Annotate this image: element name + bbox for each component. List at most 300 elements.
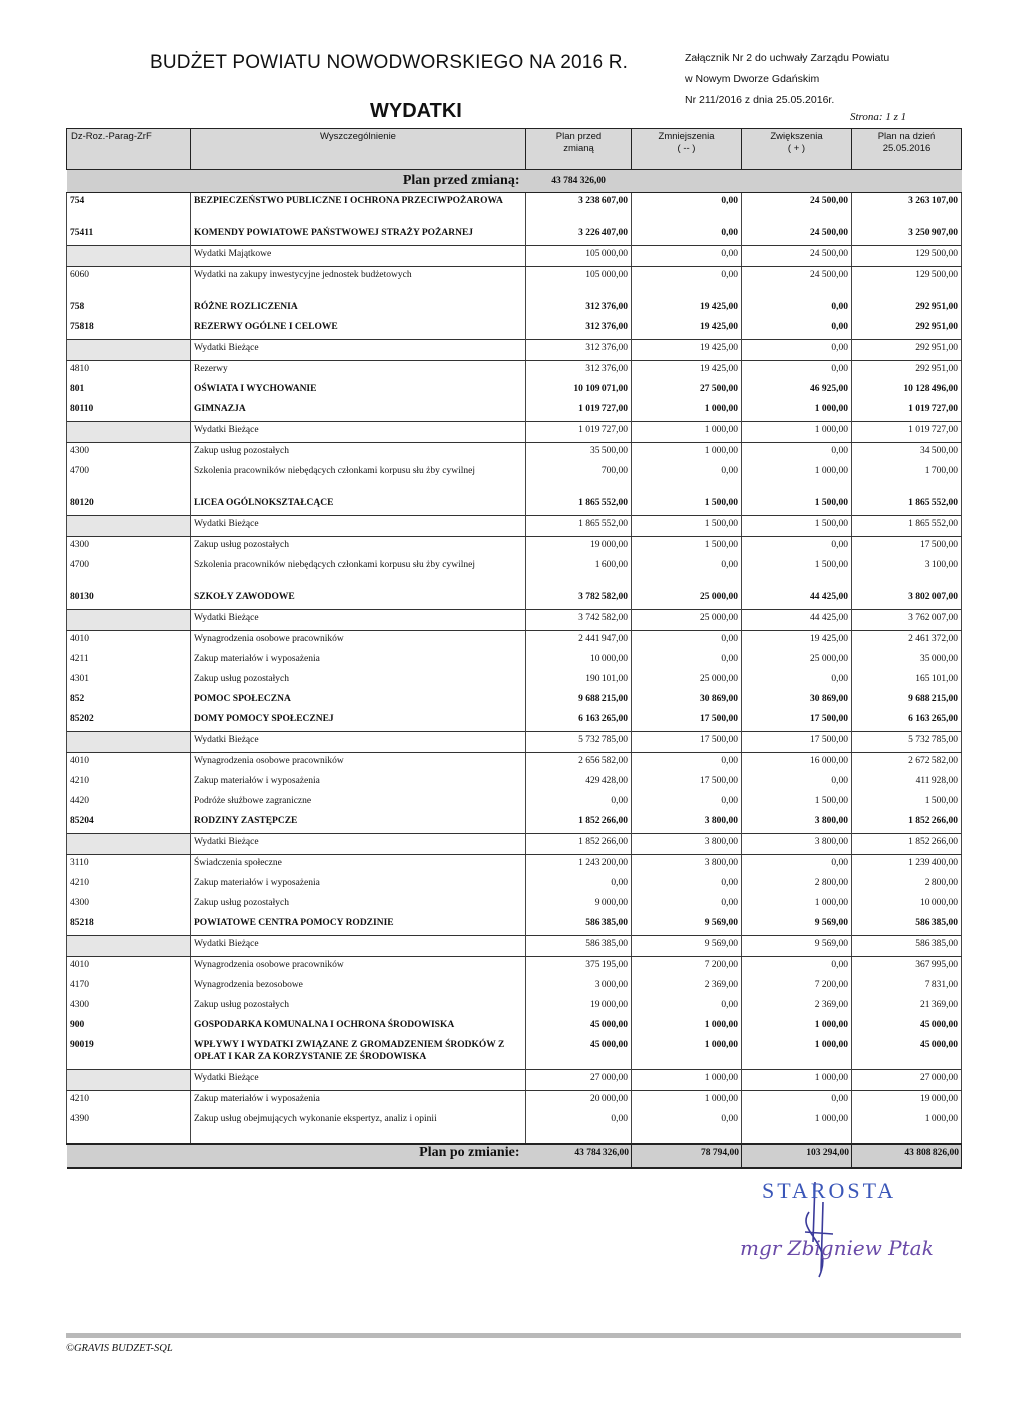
- row-description: RODZINY ZASTĘPCZE: [191, 813, 526, 834]
- table-row: [67, 443, 962, 464]
- row-minus-value: 19 425,00: [632, 361, 742, 382]
- stamp-signer: mgr Zbigniew Ptak: [740, 1236, 934, 1260]
- table-row: [67, 495, 962, 516]
- row-code: 80110: [67, 401, 191, 422]
- row-plus-value: 1 000,00: [742, 895, 852, 915]
- row-description: Zakup usług pozostałych: [191, 671, 526, 691]
- row-plus-value: 46 925,00: [742, 381, 852, 401]
- row-after-value: 1 865 552,00: [852, 495, 962, 516]
- row-minus-value: 3 800,00: [632, 813, 742, 834]
- row-description: Zakup materiałów i wyposażenia: [191, 773, 526, 793]
- row-plan-value: 0,00: [526, 1111, 632, 1144]
- row-code: 4810: [67, 361, 191, 382]
- row-description: BEZPIECZEŃSTWO PUBLICZNE I OCHRONA PRZECIWPOŻAROWA: [191, 193, 526, 226]
- row-plan-value: 45 000,00: [526, 1017, 632, 1037]
- table-row: [67, 381, 962, 401]
- row-minus-value: 1 000,00: [632, 422, 742, 443]
- row-plus-value: 3 800,00: [742, 813, 852, 834]
- row-minus-value: 0,00: [632, 267, 742, 300]
- row-plan-value: 27 000,00: [526, 1070, 632, 1091]
- row-after-value: 1 000,00: [852, 1111, 962, 1144]
- row-after-value: 367 995,00: [852, 957, 962, 978]
- row-description: LICEA OGÓLNOKSZTAŁCĄCE: [191, 495, 526, 516]
- row-plus-value: 30 869,00: [742, 691, 852, 711]
- row-after-value: 129 500,00: [852, 246, 962, 267]
- plan-after-row: [67, 1144, 962, 1168]
- column-header-row: [67, 129, 962, 170]
- row-plan-value: 105 000,00: [526, 267, 632, 300]
- row-code: 4300: [67, 997, 191, 1017]
- row-plus-value: 1 000,00: [742, 422, 852, 443]
- row-after-value: 27 000,00: [852, 1070, 962, 1091]
- row-plan-value: 19 000,00: [526, 537, 632, 558]
- row-plan-value: 700,00: [526, 463, 632, 495]
- row-minus-value: 9 569,00: [632, 936, 742, 957]
- row-description: Zakup usług obejmujących wykonanie ekspertyz, analiz i opinii: [191, 1111, 526, 1144]
- row-minus-value: 3 800,00: [632, 855, 742, 876]
- row-code: [67, 610, 191, 631]
- row-plan-value: 1 019 727,00: [526, 422, 632, 443]
- table-row: [67, 557, 962, 589]
- row-plus-value: 24 500,00: [742, 225, 852, 246]
- row-plan-value: 586 385,00: [526, 936, 632, 957]
- row-plus-value: 1 000,00: [742, 463, 852, 495]
- row-minus-value: 1 000,00: [632, 443, 742, 464]
- table-row: [67, 1037, 962, 1070]
- row-code: 758: [67, 299, 191, 319]
- table-row: [67, 855, 962, 876]
- row-description: Wynagrodzenia osobowe pracowników: [191, 753, 526, 774]
- row-code: [67, 732, 191, 753]
- row-plus-value: 0,00: [742, 340, 852, 361]
- row-after-value: 1 239 400,00: [852, 855, 962, 876]
- row-after-value: 3 250 907,00: [852, 225, 962, 246]
- table-row: [67, 246, 962, 267]
- row-code: 900: [67, 1017, 191, 1037]
- row-minus-value: 1 000,00: [632, 1091, 742, 1112]
- row-code: 4390: [67, 1111, 191, 1144]
- table-row: [67, 610, 962, 631]
- row-after-value: 10 000,00: [852, 895, 962, 915]
- row-code: 4300: [67, 537, 191, 558]
- row-description: Wydatki Bieżące: [191, 732, 526, 753]
- row-plus-value: 1 500,00: [742, 516, 852, 537]
- row-description: Wydatki na zakupy inwestycyjne jednostek budżetowych: [191, 267, 526, 300]
- row-code: 6060: [67, 267, 191, 300]
- row-description: Wydatki Bieżące: [191, 834, 526, 855]
- row-plus-value: 0,00: [742, 957, 852, 978]
- footer-divider: [66, 1333, 961, 1338]
- table-row: [67, 711, 962, 732]
- row-description: Wynagrodzenia bezosobowe: [191, 977, 526, 997]
- row-plus-value: 0,00: [742, 671, 852, 691]
- row-plus-value: 19 425,00: [742, 631, 852, 652]
- budget-table: [66, 128, 961, 1169]
- row-plan-value: 312 376,00: [526, 340, 632, 361]
- col-after-header: Plan na dzień 25.05.2016: [852, 129, 962, 170]
- row-code: 4300: [67, 443, 191, 464]
- row-code: 75818: [67, 319, 191, 340]
- row-minus-value: 0,00: [632, 1111, 742, 1144]
- row-after-value: 3 762 007,00: [852, 610, 962, 631]
- row-minus-value: 30 869,00: [632, 691, 742, 711]
- row-plan-value: 3 742 582,00: [526, 610, 632, 631]
- row-plus-value: 7 200,00: [742, 977, 852, 997]
- row-plan-value: 312 376,00: [526, 361, 632, 382]
- row-plus-value: 44 425,00: [742, 589, 852, 610]
- row-description: Zakup materiałów i wyposażenia: [191, 1091, 526, 1112]
- row-code: 4170: [67, 977, 191, 997]
- row-description: WPŁYWY I WYDATKI ZWIĄZANE Z GROMADZENIEM ŚRODKÓW Z OPŁAT I KAR ZA KORZYSTANIE ZE ŚRODOWISKA: [191, 1037, 526, 1070]
- row-after-value: 2 800,00: [852, 875, 962, 895]
- row-description: Wynagrodzenia osobowe pracowników: [191, 631, 526, 652]
- row-plan-value: 312 376,00: [526, 299, 632, 319]
- row-code: 852: [67, 691, 191, 711]
- table-row: [67, 691, 962, 711]
- row-description: POMOC SPOŁECZNA: [191, 691, 526, 711]
- row-description: Szkolenia pracowników niebędących członkami korpusu słu żby cywilnej: [191, 463, 526, 495]
- row-code: 4210: [67, 875, 191, 895]
- row-code: [67, 834, 191, 855]
- row-minus-value: 0,00: [632, 246, 742, 267]
- row-after-value: 1 019 727,00: [852, 401, 962, 422]
- row-code: 4420: [67, 793, 191, 813]
- row-after-value: 17 500,00: [852, 537, 962, 558]
- row-plus-value: 1 000,00: [742, 1070, 852, 1091]
- row-description: Wydatki Bieżące: [191, 516, 526, 537]
- row-description: Zakup materiałów i wyposażenia: [191, 651, 526, 671]
- table-row: [67, 299, 962, 319]
- col-desc-header: Wyszczególnienie: [191, 129, 526, 170]
- table-row: [67, 1111, 962, 1144]
- row-after-value: 2 461 372,00: [852, 631, 962, 652]
- row-plan-value: 586 385,00: [526, 915, 632, 936]
- row-code: 75411: [67, 225, 191, 246]
- row-plus-value: 17 500,00: [742, 711, 852, 732]
- table-row: [67, 340, 962, 361]
- row-minus-value: 0,00: [632, 225, 742, 246]
- row-code: [67, 1070, 191, 1091]
- row-after-value: 7 831,00: [852, 977, 962, 997]
- row-after-value: 586 385,00: [852, 936, 962, 957]
- row-plan-value: 105 000,00: [526, 246, 632, 267]
- row-code: [67, 340, 191, 361]
- row-plan-value: 9 688 215,00: [526, 691, 632, 711]
- row-after-value: 292 951,00: [852, 299, 962, 319]
- row-plan-value: 1 243 200,00: [526, 855, 632, 876]
- row-minus-value: 19 425,00: [632, 299, 742, 319]
- table-row: [67, 631, 962, 652]
- row-plan-value: 45 000,00: [526, 1037, 632, 1070]
- row-code: 85202: [67, 711, 191, 732]
- document-subtitle: WYDATKI: [370, 100, 462, 122]
- table-row: [67, 813, 962, 834]
- row-minus-value: 2 369,00: [632, 977, 742, 997]
- row-plan-value: 1 852 266,00: [526, 834, 632, 855]
- row-plus-value: 1 000,00: [742, 1017, 852, 1037]
- row-after-value: 35 000,00: [852, 651, 962, 671]
- table-row: [67, 537, 962, 558]
- table-row: [67, 651, 962, 671]
- row-plan-value: 20 000,00: [526, 1091, 632, 1112]
- row-minus-value: 0,00: [632, 875, 742, 895]
- col-code-header: Dz-Roz.-Parag-ZrF: [67, 129, 191, 170]
- row-plan-value: 19 000,00: [526, 997, 632, 1017]
- row-after-value: 292 951,00: [852, 340, 962, 361]
- row-description: DOMY POMOCY SPOŁECZNEJ: [191, 711, 526, 732]
- row-minus-value: 0,00: [632, 463, 742, 495]
- row-after-value: 3 263 107,00: [852, 193, 962, 226]
- row-code: 4010: [67, 631, 191, 652]
- row-plan-value: 10 000,00: [526, 651, 632, 671]
- row-minus-value: 0,00: [632, 193, 742, 226]
- row-description: GOSPODARKA KOMUNALNA I OCHRONA ŚRODOWISKA: [191, 1017, 526, 1037]
- row-description: REZERWY OGÓLNE I CELOWE: [191, 319, 526, 340]
- row-code: 4210: [67, 773, 191, 793]
- footer-credit: ©GRAVIS BUDZET-SQL: [66, 1343, 173, 1354]
- row-after-value: 1 865 552,00: [852, 516, 962, 537]
- row-plan-value: 3 238 607,00: [526, 193, 632, 226]
- row-code: [67, 516, 191, 537]
- row-code: 4010: [67, 957, 191, 978]
- plan-after-label: Plan po zmianie:: [191, 1144, 526, 1168]
- row-after-value: 1 852 266,00: [852, 813, 962, 834]
- row-code: 4010: [67, 753, 191, 774]
- row-after-value: 411 928,00: [852, 773, 962, 793]
- row-plan-value: 3 782 582,00: [526, 589, 632, 610]
- row-minus-value: 1 000,00: [632, 1037, 742, 1070]
- row-after-value: 45 000,00: [852, 1017, 962, 1037]
- row-description: Wydatki Bieżące: [191, 422, 526, 443]
- row-plus-value: 17 500,00: [742, 732, 852, 753]
- row-description: Zakup usług pozostałych: [191, 537, 526, 558]
- row-minus-value: 25 000,00: [632, 589, 742, 610]
- row-code: 90019: [67, 1037, 191, 1070]
- table-row: [67, 401, 962, 422]
- row-after-value: 3 802 007,00: [852, 589, 962, 610]
- row-plus-value: 1 000,00: [742, 1111, 852, 1144]
- row-after-value: 2 672 582,00: [852, 753, 962, 774]
- row-description: Wydatki Bieżące: [191, 610, 526, 631]
- col-minus-header: Zmniejszenia ( -- ): [632, 129, 742, 170]
- table-row: [67, 267, 962, 300]
- table-row: [67, 422, 962, 443]
- row-plan-value: 2 441 947,00: [526, 631, 632, 652]
- row-code: 4700: [67, 557, 191, 589]
- row-minus-value: 27 500,00: [632, 381, 742, 401]
- row-after-value: 1 700,00: [852, 463, 962, 495]
- row-minus-value: 3 800,00: [632, 834, 742, 855]
- row-plus-value: 24 500,00: [742, 193, 852, 226]
- row-after-value: 1 500,00: [852, 793, 962, 813]
- row-after-value: 292 951,00: [852, 319, 962, 340]
- row-plus-value: 1 500,00: [742, 557, 852, 589]
- table-row: [67, 732, 962, 753]
- row-plus-value: 24 500,00: [742, 267, 852, 300]
- row-plus-value: 44 425,00: [742, 610, 852, 631]
- row-minus-value: 9 569,00: [632, 915, 742, 936]
- row-plan-value: 1 852 266,00: [526, 813, 632, 834]
- row-after-value: 292 951,00: [852, 361, 962, 382]
- table-row: [67, 516, 962, 537]
- row-plan-value: 2 656 582,00: [526, 753, 632, 774]
- row-plan-value: 10 109 071,00: [526, 381, 632, 401]
- table-row: [67, 957, 962, 978]
- table-row: [67, 915, 962, 936]
- row-after-value: 165 101,00: [852, 671, 962, 691]
- row-code: 754: [67, 193, 191, 226]
- row-minus-value: 0,00: [632, 557, 742, 589]
- row-code: [67, 936, 191, 957]
- row-plus-value: 1 000,00: [742, 401, 852, 422]
- row-plus-value: 25 000,00: [742, 651, 852, 671]
- table-row: [67, 225, 962, 246]
- row-after-value: 6 163 265,00: [852, 711, 962, 732]
- row-description: POWIATOWE CENTRA POMOCY RODZINIE: [191, 915, 526, 936]
- row-description: Wydatki Bieżące: [191, 340, 526, 361]
- row-plus-value: 9 569,00: [742, 915, 852, 936]
- row-after-value: 129 500,00: [852, 267, 962, 300]
- row-code: 801: [67, 381, 191, 401]
- table-row: [67, 895, 962, 915]
- row-code: 4211: [67, 651, 191, 671]
- row-minus-value: 1 500,00: [632, 537, 742, 558]
- row-plus-value: 2 369,00: [742, 997, 852, 1017]
- row-minus-value: 0,00: [632, 793, 742, 813]
- row-plan-value: 1 865 552,00: [526, 516, 632, 537]
- attachment-note: Załącznik Nr 2 do uchwały Zarządu Powiatu: [685, 52, 890, 64]
- row-plan-value: 1 865 552,00: [526, 495, 632, 516]
- row-description: Wydatki Bieżące: [191, 936, 526, 957]
- row-plan-value: 0,00: [526, 793, 632, 813]
- row-plan-value: 35 500,00: [526, 443, 632, 464]
- plan-before-row: [67, 170, 962, 193]
- row-after-value: 586 385,00: [852, 915, 962, 936]
- row-description: KOMENDY POWIATOWE PAŃSTWOWEJ STRAŻY POŻARNEJ: [191, 225, 526, 246]
- plan-before-label: Plan przed zmianą:: [191, 170, 526, 193]
- row-plus-value: 3 800,00: [742, 834, 852, 855]
- row-after-value: 1 019 727,00: [852, 422, 962, 443]
- col-plan-header: Plan przed zmianą: [526, 129, 632, 170]
- row-plus-value: 0,00: [742, 443, 852, 464]
- attachment-note-place: w Nowym Dworze Gdańskim: [685, 73, 820, 85]
- row-plus-value: 0,00: [742, 299, 852, 319]
- row-minus-value: 1 000,00: [632, 1017, 742, 1037]
- row-code: 4301: [67, 671, 191, 691]
- row-minus-value: 1 000,00: [632, 401, 742, 422]
- table-row: [67, 793, 962, 813]
- table-row: [67, 589, 962, 610]
- row-minus-value: 17 500,00: [632, 711, 742, 732]
- row-minus-value: 7 200,00: [632, 957, 742, 978]
- table-row: [67, 773, 962, 793]
- table-row: [67, 193, 962, 226]
- row-minus-value: 0,00: [632, 651, 742, 671]
- row-code: 4300: [67, 895, 191, 915]
- table-row: [67, 319, 962, 340]
- row-description: Zakup usług pozostałych: [191, 443, 526, 464]
- plan-after-total: 43 808 826,00: [852, 1144, 962, 1168]
- row-plan-value: 375 195,00: [526, 957, 632, 978]
- row-plus-value: 0,00: [742, 855, 852, 876]
- row-after-value: 1 852 266,00: [852, 834, 962, 855]
- row-plus-value: 1 500,00: [742, 495, 852, 516]
- row-minus-value: 1 000,00: [632, 1070, 742, 1091]
- row-code: [67, 246, 191, 267]
- row-plus-value: 0,00: [742, 1091, 852, 1112]
- row-after-value: 10 128 496,00: [852, 381, 962, 401]
- row-code: 80130: [67, 589, 191, 610]
- table-row: [67, 834, 962, 855]
- table-row: [67, 361, 962, 382]
- row-plus-value: 0,00: [742, 537, 852, 558]
- row-code: [67, 422, 191, 443]
- row-description: Szkolenia pracowników niebędących członkami korpusu słu żby cywilnej: [191, 557, 526, 589]
- row-minus-value: 0,00: [632, 753, 742, 774]
- row-plan-value: 312 376,00: [526, 319, 632, 340]
- row-minus-value: 19 425,00: [632, 340, 742, 361]
- table-row: [67, 463, 962, 495]
- row-after-value: 21 369,00: [852, 997, 962, 1017]
- row-description: Zakup materiałów i wyposażenia: [191, 875, 526, 895]
- row-code: 4210: [67, 1091, 191, 1112]
- stamp-title: STAROSTA: [762, 1178, 897, 1203]
- plan-after-plan: 43 784 326,00: [526, 1144, 632, 1168]
- row-description: Podróże służbowe zagraniczne: [191, 793, 526, 813]
- row-plus-value: 1 000,00: [742, 1037, 852, 1070]
- row-plan-value: 3 000,00: [526, 977, 632, 997]
- row-plus-value: 0,00: [742, 319, 852, 340]
- row-description: Zakup usług pozostałych: [191, 997, 526, 1017]
- row-minus-value: 17 500,00: [632, 732, 742, 753]
- row-description: SZKOŁY ZAWODOWE: [191, 589, 526, 610]
- row-plus-value: 24 500,00: [742, 246, 852, 267]
- plan-before-value: 43 784 326,00: [526, 170, 632, 193]
- row-description: Wydatki Bieżące: [191, 1070, 526, 1091]
- plan-after-minus: 78 794,00: [632, 1144, 742, 1168]
- row-plan-value: 1 019 727,00: [526, 401, 632, 422]
- row-description: Wydatki Majątkowe: [191, 246, 526, 267]
- row-plus-value: 1 500,00: [742, 793, 852, 813]
- row-minus-value: 19 425,00: [632, 319, 742, 340]
- row-description: Wynagrodzenia osobowe pracowników: [191, 957, 526, 978]
- table-row: [67, 1091, 962, 1112]
- row-plus-value: 0,00: [742, 773, 852, 793]
- table-row: [67, 753, 962, 774]
- row-code: 80120: [67, 495, 191, 516]
- row-description: Rezerwy: [191, 361, 526, 382]
- table-row: [67, 671, 962, 691]
- row-plan-value: 1 600,00: [526, 557, 632, 589]
- row-description: RÓŻNE ROZLICZENIA: [191, 299, 526, 319]
- row-minus-value: 0,00: [632, 895, 742, 915]
- row-minus-value: 25 000,00: [632, 610, 742, 631]
- row-after-value: 9 688 215,00: [852, 691, 962, 711]
- row-plan-value: 3 226 407,00: [526, 225, 632, 246]
- table-row: [67, 977, 962, 997]
- row-description: GIMNAZJA: [191, 401, 526, 422]
- col-plus-header: Zwiększenia ( + ): [742, 129, 852, 170]
- table-row: [67, 875, 962, 895]
- row-minus-value: 1 500,00: [632, 516, 742, 537]
- row-plan-value: 429 428,00: [526, 773, 632, 793]
- row-after-value: 5 732 785,00: [852, 732, 962, 753]
- plan-after-plus: 103 294,00: [742, 1144, 852, 1168]
- row-code: 4700: [67, 463, 191, 495]
- row-minus-value: 17 500,00: [632, 773, 742, 793]
- row-plan-value: 190 101,00: [526, 671, 632, 691]
- row-plan-value: 6 163 265,00: [526, 711, 632, 732]
